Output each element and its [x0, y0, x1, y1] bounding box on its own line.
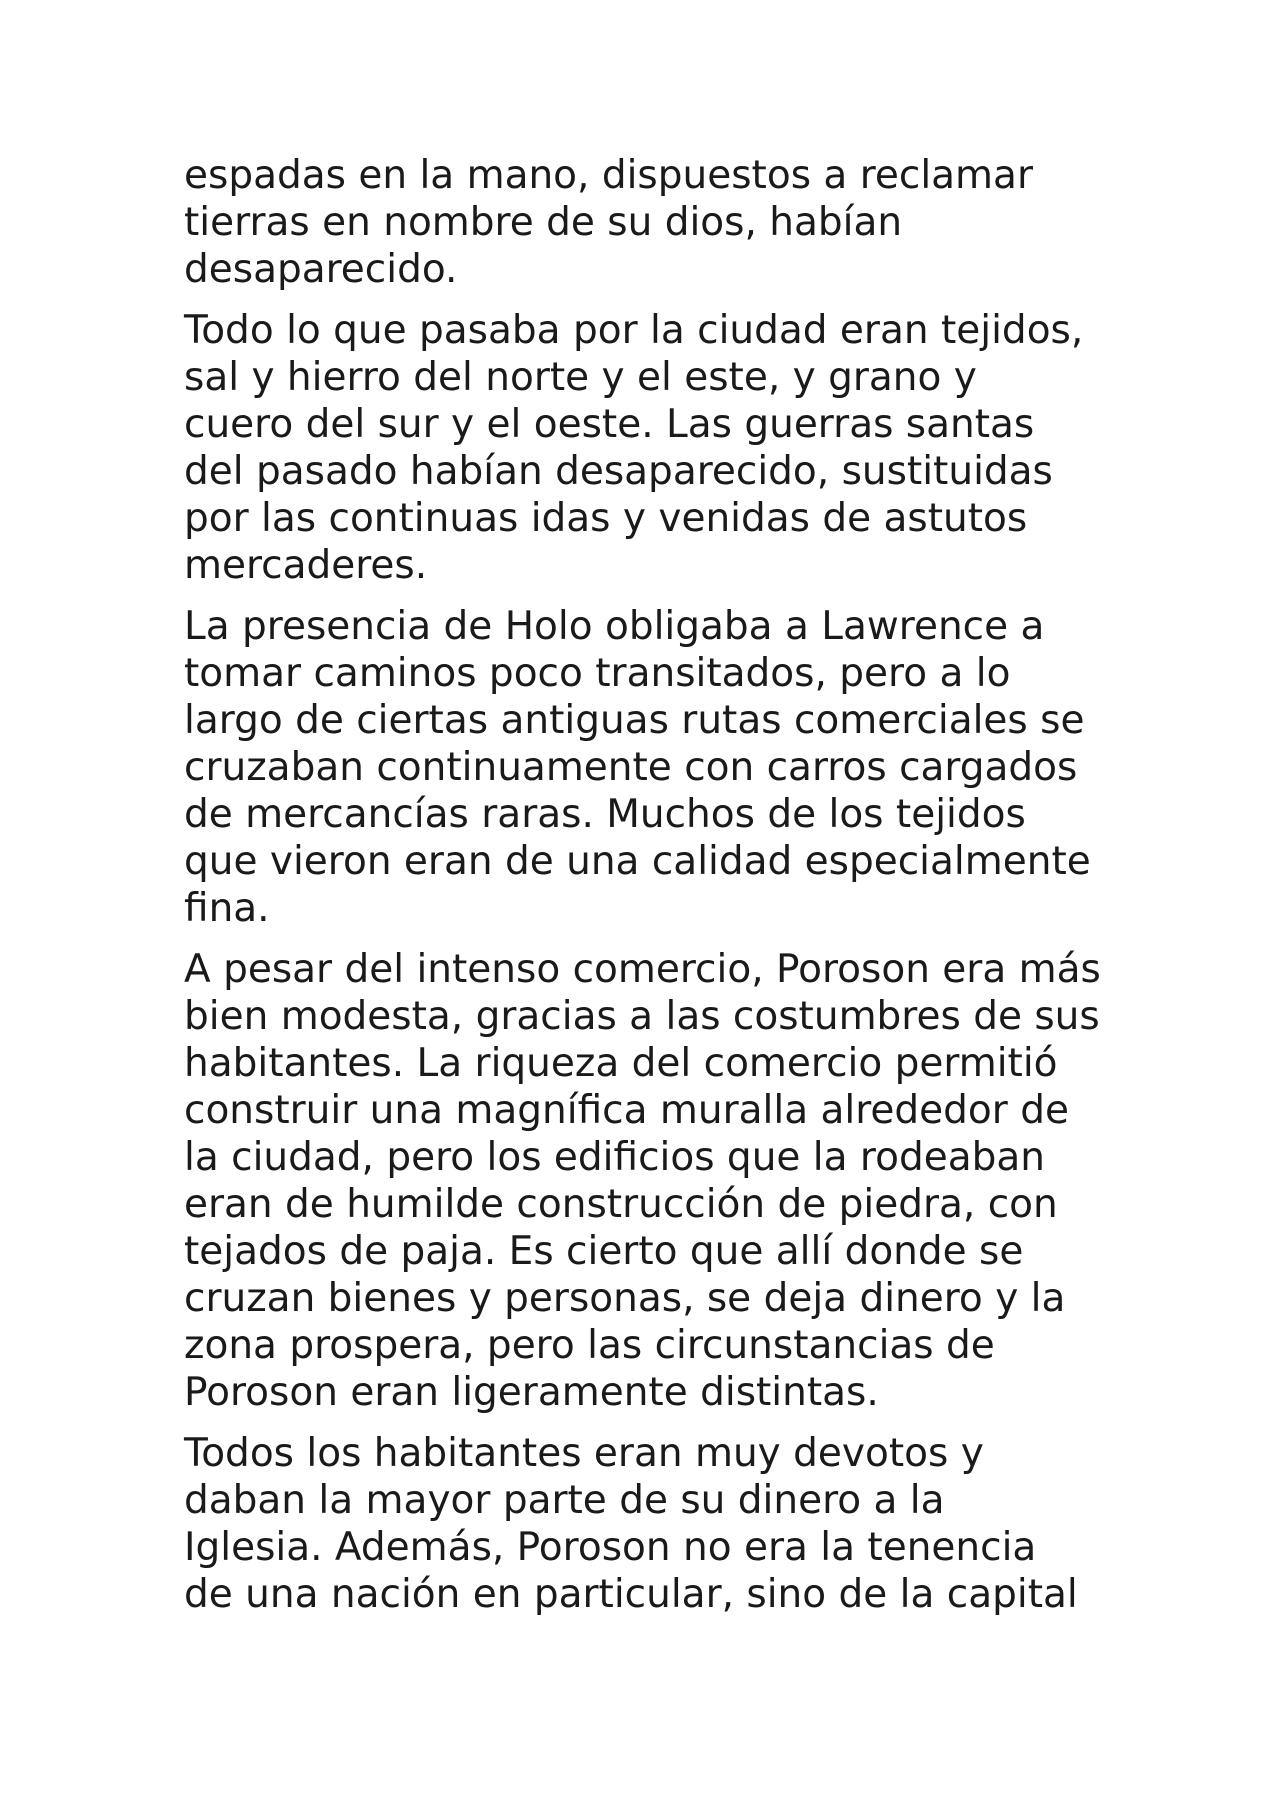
text-line: Poroson eran ligeramente distintas. [184, 1370, 879, 1415]
text-line: cruzan bienes y personas, se deja dinero y la [184, 1276, 1066, 1321]
text-line: del pasado habían desaparecido, sustituidas [184, 449, 1053, 494]
paragraph-1 [184, 152, 1124, 293]
text-line: tejados de paja. Es cierto que allí donde se [184, 1229, 1024, 1274]
text-line: La presencia de Holo obligaba a Lawrence a [184, 604, 1045, 649]
paragraph-2 [184, 307, 1124, 589]
text-line: habitantes. La riqueza del comercio permitió [184, 1041, 1058, 1086]
paragraph-5 [184, 1430, 1124, 1618]
text-line: eran de humilde construcción de piedra, con [184, 1182, 1058, 1227]
text-line: Todos los habitantes eran muy devotos y [184, 1431, 984, 1476]
text-line: Iglesia. Además, Poroson no era la tenencia [184, 1525, 1037, 1570]
text-line: de mercancías raras. Muchos de los tejidos [184, 792, 1026, 837]
text-line: espadas en la mano, dispuestos a reclamar [184, 153, 1033, 198]
body-text [184, 152, 1124, 1632]
text-line: de una nación en particular, sino de la capital [184, 1572, 1078, 1617]
text-line: fina. [184, 886, 270, 931]
text-line: A pesar del intenso comercio, Poroson era más [184, 947, 1101, 992]
text-line: largo de ciertas antiguas rutas comerciales se [184, 698, 1085, 743]
text-line: daban la mayor parte de su dinero a la [184, 1478, 945, 1523]
text-line: por las continuas idas y venidas de astutos [184, 496, 1028, 541]
text-line: cuero del sur y el oeste. Las guerras santas [184, 402, 1035, 447]
text-line: construir una magnífica muralla alrededor de [184, 1088, 1069, 1133]
text-line: sal y hierro del norte y el este, y grano y [184, 355, 977, 400]
paragraph-3 [184, 603, 1124, 932]
text-line: tomar caminos poco transitados, pero a lo [184, 651, 1011, 696]
text-line: bien modesta, gracias a las costumbres de sus [184, 994, 1100, 1039]
text-line: cruzaban continuamente con carros cargados [184, 745, 1078, 790]
text-line: Todo lo que pasaba por la ciudad eran tejidos, [184, 308, 1084, 353]
text-line: tierras en nombre de su dios, habían [184, 200, 903, 245]
text-line: zona prospera, pero las circunstancias de [184, 1323, 995, 1368]
paragraph-4 [184, 946, 1124, 1416]
text-line: que vieron eran de una calidad especialmente [184, 839, 1091, 884]
text-line: mercaderes. [184, 543, 428, 588]
text-line: desaparecido. [184, 247, 458, 292]
text-line: la ciudad, pero los edificios que la rodeaban [184, 1135, 1045, 1180]
